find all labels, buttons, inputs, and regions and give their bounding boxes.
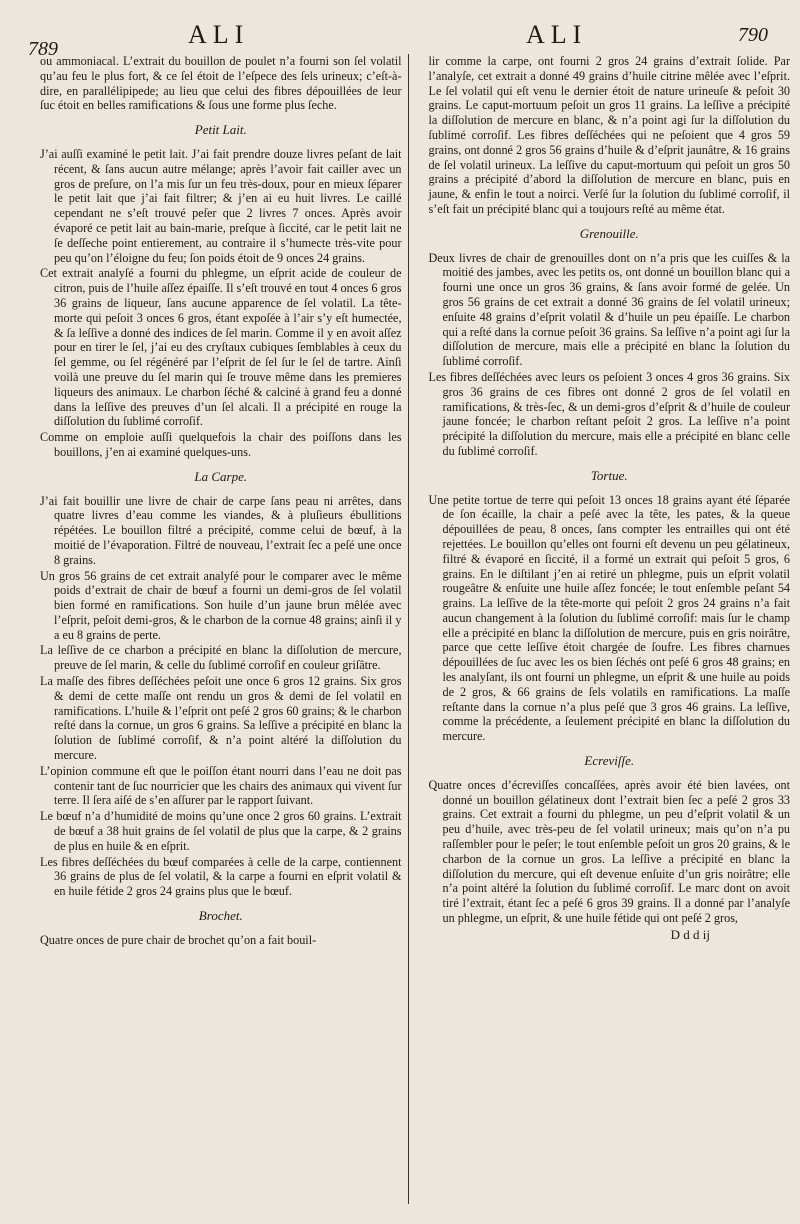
paragraph: La maſſe des fibres deſſéchées peſoit une once 6 gros 12 grains. Six gros & demi de cette maſſe ont rendu un gros & demi de ſel volatil en ramifications. L’huile & l’eſprit ont peſé 2 gros 60 grains; & le charbon reſté dans la cornue, un gros 6 grains. Sa leſſive a précipité en blanc la ſolution de ſublimé corroſif, & n’a point altéré la diſſolution du mercure.	[40, 674, 402, 763]
column-divider	[408, 54, 409, 1204]
running-header	[18, 8, 790, 60]
paragraph: Les fibres deſſéchées avec leurs os peſoient 3 onces 4 gros 36 grains. Six gros 36 grains de ces fibres ont donné 2 gros de ſel volatil en ramifications, & très-ſec, & un demi-gros d’eſprit & d’huile de couleur jaune foncée; le charbon reſtant peſoit 2 gros. La leſſive n’a point précipité la diſſolution du mercure, mais elle a précipité en blanc celle du ſublimé corroſif.	[428, 369, 791, 458]
page-number-left: 789	[28, 38, 58, 60]
section-title-ecrevisse: Ecreviſſe.	[584, 753, 635, 769]
paragraph: Le bœuf n’a d’humidité de moins qu’une once 2 gros 60 grains. L’extrait de bœuf a 38 huit grains de ſel volatil de plus que la carpe, & 2 grains de plus en huile & en eſprit.	[40, 809, 402, 853]
paragraph: J’ai fait bouillir une livre de chair de carpe ſans peau ni arrêtes, dans quatre livres d’eau comme les viandes, & à pluſieurs ébullitions répétées. Le bouillon filtré a précipité, comme celui de bœuf, à la moitié de l’évaporation. Filtré de nouveau, l’extrait ſec a peſé une once 8 grains.	[40, 493, 402, 567]
paragraph: J’ai auſſi examiné le petit lait. J’ai fait prendre douze livres peſant de lait récent, & ſans aucun autre mélange; après l’avoir fait cailler avec un gros de preſure, on l’a mis ſur un feu très-doux, pour en mieux ſéparer le petit lait que j’ai fait filtrer; & j’en ai eu huit livres. Le caillé cependant ne s’eſt trouvé peſer que 2 livres 7 onces. Après avoir évaporé ce petit lait au bain-marie, preſque à ſiccité, car le petit lait ne ſe deſſeche point entierement, au contraire il s’humecte très-vite pour peu qu’on l’éloigne du feu; ſon poids étoit de 9 onces 24 grains.	[40, 146, 402, 265]
paragraph: Un gros 56 grains de cet extrait analyſé pour le comparer avec le même poids d’extrait de chair de bœuf a fourni un demi-gros de ſel volatil bien formé en ramifications. Son huile d’un jaune brun mêlée avec l’eſprit, peſoit demi-gros, & le charbon de la cornue 48 grains; ainſi il y a eu 8 grains de perte.	[40, 568, 402, 642]
paragraph: Comme on emploie auſſi quelquefois la chair des poiſſons dans les bouillons, j’en ai examiné quelques-uns.	[40, 430, 402, 459]
paragraph: La leſſive de ce charbon a précipité en blanc la diſſolution de mercure, preuve de ſel marin, & celle du ſublimé corroſif en couleur griſâtre.	[40, 643, 402, 673]
page-number-right: 790	[738, 24, 768, 46]
paragraph: Une petite tortue de terre qui peſoit 13 onces 18 grains ayant été ſéparée de ſon écaille, la chair a peſé avec la tête, les pates, & la queue dépouillées de peau, 8 onces, ſans compter les entrailles qui ont été rejettées. Le bouillon qu’elles ont fourni eſt devenu un peu gélatineux, filtré & évaporé en ſiccité, il a formé un extrait qui peſoit 5 gros, 6 grains. En le diſtilant j’en ai retiré un phlegme, puis un eſprit volatil rougeâtre & enſuite une huile aſſez foncée; le tout enſemble peſant 54 grains. La leſſive de la tête-morte qui peſoit 2 gros 24 grains n’a fait aucun changement à la ſolution du ſublimé corroſif: mais ſur le champ elle a précipité en blanc la diſſolution de mercure, puis en gris noirâtre, parce que cette leſſive étoit chargée de ſoufre. Les fibres charnues dépouillées de ſuc avec les os bien ſéchés ont peſé 6 gros 48 grains; en les analyſant, ils ont fourni un phlegme, un eſprit & une huile au poids de 2 gros, & 66 grains de ſels volatils en ramifications. La maſſe reſtante dans la cornue n’a plus peſé que 3 gros 46 grains. La leſſive, comme la précédente, a ſeulement précipité en blanc la diſſolution du mercure.	[428, 492, 791, 744]
signature-mark: D d d ij	[670, 926, 711, 942]
paragraph: Quatre onces de pure chair de brochet qu’on a fait bouil-	[40, 932, 317, 947]
paragraph: L’opinion commune eſt que le poiſſon étant nourri dans l’eau ne doit pas contenir tant de ſuc nourricier que les chairs des animaux qui vivent ſur terre. Il ſera aiſé de s’en aſſurer par le rapport ſuivant.	[40, 763, 402, 808]
running-head-left: ALI	[188, 20, 250, 49]
paragraph: Deux livres de chair de grenouilles dont on n’a pris que les cuiſſes & la moitié des jambes, avec les petits os, ont donné un bouillon blanc qui a fourni une once un gros 36 grains, & ſans avoir formé de gelée. Un gros 56 grains de cet extrait a donné 36 grains de ſel volatil urineux; enſuite 48 grains d’eſprit volatil & d’huile un peu épaiſſe. Le charbon qui a reſté dans la cornue peſoit 36 grains. Sa leſſive n’a point agi ſur la diſſolution de mercure, mais elle a précipité en blanc la ſolution du ſublimé corroſif.	[428, 250, 791, 369]
section-title-tortue: Tortue.	[590, 467, 628, 483]
paragraph: Cet extrait analyſé a fourni du phlegme, un eſprit acide de couleur de citron, puis de l’huile aſſez épaiſſe. Il s’eſt trouvé en tout 4 onces 6 gros 36 grains de liqueur, ſans aucune apparence de ſel volatil. La tête-morte qui peſoit 3 onces 6 gros, étant expoſée à l’air s’y eſt humectée, & ſa leſſive a donné des indices de ſel marin. Comme il y en avoit aſſez pour en tirer le ſel, j’ai eu des cryſtaux cubiques ſemblables à ceux du ſel gemme, ou ſel régénéré par l’eſprit de ſel ſur le ſel de tartre. Ainſi voilà une preuve du ſel marin qui ſe trouve même dans les premieres liqueurs des animaux. Le charbon ſéché & calciné à grand feu a donné dans la leſſive des preuves d’un ſel alcali. Il a précipité en rouge la diſſolution du ſublimé corroſif.	[40, 266, 402, 429]
section-title-petit-lait: Petit Lait.	[194, 122, 247, 138]
running-head-right: ALI	[526, 20, 588, 49]
paragraph: Quatre onces d’écreviſſes concaſſées, après avoir été bien lavées, ont donné un bouillon gélatineux dont l’extrait bien ſec a peſé 2 gros 33 grains. Cet extrait a fourni du phlegme, un peu d’eſprit volatil & un peu d’huile, avec très-peu de ſel volatil urineux; mais qu’on n’a pu raſſembler pour le peſer; le tout enſemble peſoit un gros 20 grains, & le charbon de la cornue un gros. La leſſive a précipité en blanc la diſſolution du mercure, qui eſt devenue enſuite d’un gris noirâtre; elle n’a point altéré la ſolution du ſublimé corroſif. Le marc dont on avoit tiré l’extrait, étant ſec a peſé 6 gros 39 grains. Il a donné par l’analyſe un phlegme, un eſprit, & une huile fétide qui ont peſé 2 gros,	[428, 777, 791, 926]
two-column-body	[18, 54, 790, 1204]
paragraph: Les fibres deſſéchées du bœuf comparées à celle de la carpe, contiennent 36 grains de plus de ſel volatil, & la carpe a fourni en eſprit volatil & en huile fétide 2 gros 24 grains plus que le bœuf.	[40, 854, 402, 899]
left-column	[18, 54, 402, 1204]
section-title-brochet: Brochet.	[198, 908, 243, 924]
section-title-grenouille: Grenouille.	[579, 225, 639, 241]
paragraph: ou ammoniacal. L’extrait du bouillon de poulet n’a fourni son ſel volatil qu’au feu le plus fort, & ce ſel étoit de l’eſpece des ſels urineux; c’eſt-à-dire, en parallélipipede; au lieu que celui des fibres dépouillées de leur ſuc étoit en belles ramifications & ſous une forme plus ſeche.	[40, 54, 402, 113]
right-column	[415, 54, 791, 1204]
paragraph: lir comme la carpe, ont fourni 2 gros 24 grains d’extrait ſolide. Par l’analyſe, cet extrait a donné 49 grains d’huile citrine mêlée avec l’eſprit. Le ſel volatil qui eſt venu le dernier étoit de nature urineuſe & peſoit 30 grains. Le caput-mortuum peſoit un gros 11 grains. La leſſive a précipité la diſſolution de mercure en blanc, & n’a point agi ſur la diſſolution du ſublimé corroſif. Les fibres deſſéchées qui ne peſoient que 4 gros 59 grains, ont donné 2 gros 56 grains d’huile & d’eſprit jaunâtre, & 16 grains de ſel volatil urineux. La leſſive du caput-mortuum qui peſoit un gros 50 grains a précipité d’abord la diſſolution de mercure en blanc, puis en jaune, & enfin le tout a noirci. Verſé ſur la ſolution du ſublimé corroſif, il s’eſt fait un précipité blanc qui a toujours reſté au même état.	[428, 54, 791, 216]
section-title-la-carpe: La Carpe.	[194, 468, 248, 484]
